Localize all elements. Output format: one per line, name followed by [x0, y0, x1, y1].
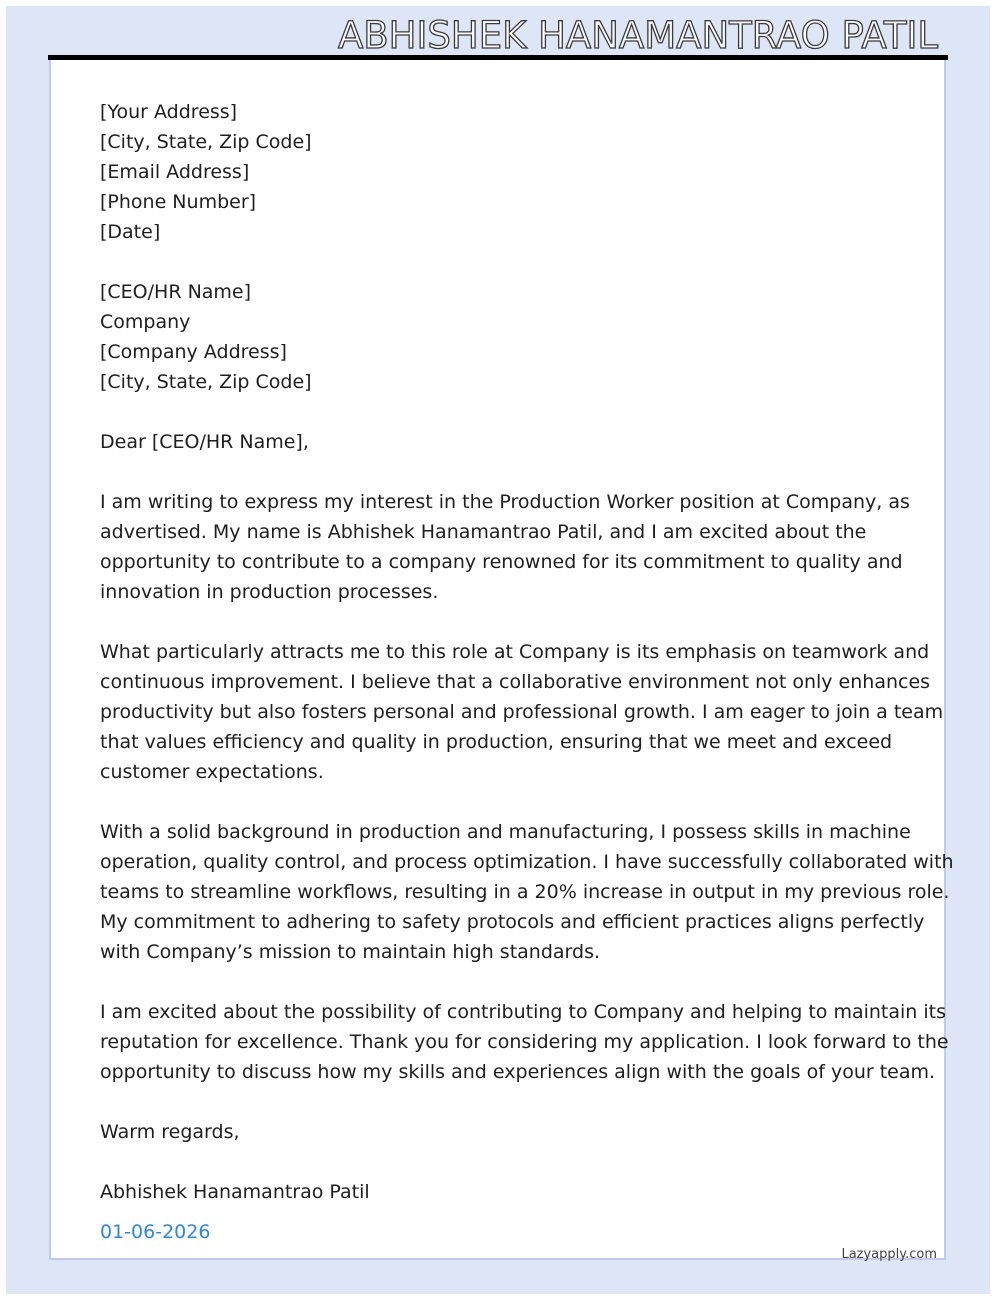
- cover-letter-body: [100, 97, 954, 1247]
- paragraph-line: productivity but also fosters personal and professional growth. I am eager to join a team: [100, 701, 944, 723]
- paragraph-line: With a solid background in production and manufacturing, I possess skills in machine: [100, 821, 911, 843]
- paragraph-line: teams to streamline workflows, resulting in a 20% increase in output in my previous role.: [100, 881, 950, 903]
- paragraph-line: My commitment to adhering to safety protocols and efficient practices aligns perfectly: [100, 911, 925, 933]
- sender-phone: [Phone Number]: [100, 191, 257, 213]
- closing: Warm regards,: [100, 1121, 240, 1143]
- paragraph-4: [100, 997, 949, 1087]
- recipient-name: [CEO/HR Name]: [100, 281, 252, 303]
- sender-block: [100, 97, 900, 247]
- paragraph-line: customer expectations.: [100, 761, 324, 783]
- recipient-company: Company: [100, 311, 191, 333]
- paragraph-line: opportunity to discuss how my skills and experiences align with the goals of your team.: [100, 1061, 936, 1083]
- paragraph-2: [100, 637, 944, 787]
- paragraph-line: What particularly attracts me to this role at Company is its emphasis on teamwork and: [100, 641, 930, 663]
- paragraph-line: continuous improvement. I believe that a collaborative environment not only enhances: [100, 671, 931, 693]
- recipient-address: [Company Address]: [100, 341, 287, 363]
- salutation: Dear [CEO/HR Name],: [100, 431, 309, 453]
- paragraph-1: [100, 487, 910, 607]
- sender-city-state-zip: [City, State, Zip Code]: [100, 131, 312, 153]
- recipient-block: [100, 277, 900, 397]
- watermark-text: Lazyapply.com: [841, 1247, 937, 1262]
- paragraph-line: I am excited about the possibility of contributing to Company and helping to maintain its: [100, 1001, 947, 1023]
- paragraph-3: [100, 817, 954, 967]
- paragraph-line: operation, quality control, and process optimization. I have successfully collaborated with: [100, 851, 954, 873]
- paragraph-line: reputation for excellence. Thank you for considering my application. I look forward to the: [100, 1031, 949, 1053]
- sender-date: [Date]: [100, 221, 161, 243]
- paragraph-line: I am writing to express my interest in the Production Worker position at Company, as: [100, 491, 910, 513]
- recipient-city-state-zip: [City, State, Zip Code]: [100, 371, 312, 393]
- sender-email: [Email Address]: [100, 161, 250, 183]
- paragraph-line: innovation in production processes.: [100, 581, 439, 603]
- paragraph-line: with Company’s mission to maintain high standards.: [100, 941, 601, 963]
- paragraph-line: advertised. My name is Abhishek Hanamantrao Patil, and I am excited about the: [100, 521, 867, 543]
- paragraph-line: opportunity to contribute to a company renowned for its commitment to quality and: [100, 551, 903, 573]
- signature-date: 01-06-2026: [100, 1221, 211, 1243]
- sender-address: [Your Address]: [100, 101, 238, 123]
- applicant-name-header: ABHISHEK HANAMANTRAO PATIL: [337, 14, 938, 57]
- signature-name: Abhishek Hanamantrao Patil: [100, 1181, 370, 1203]
- paragraph-line: that values efficiency and quality in production, ensuring that we meet and exceed: [100, 731, 893, 753]
